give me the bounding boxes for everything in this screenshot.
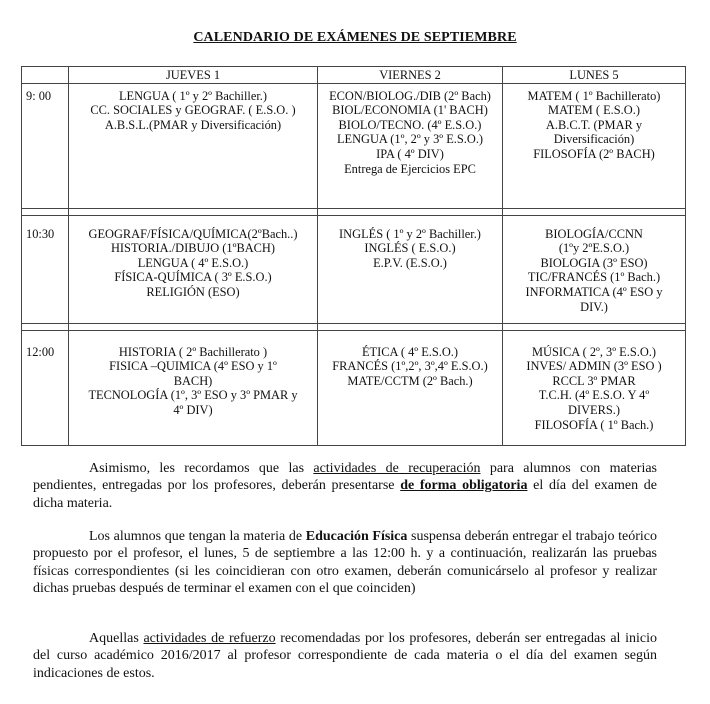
- p2-text: Los alumnos que tengan la materia de: [89, 529, 306, 544]
- p1-text: Asimismo, les recordamos que las: [89, 461, 314, 476]
- exam-entry: MATEM ( E.S.O.): [548, 103, 640, 118]
- exam-entry: GEOGRAF/FÍSICA/QUÍMICA(2ºBach..): [88, 226, 298, 241]
- exam-entry: BIOLOGÍA/CCNN: [545, 226, 643, 241]
- header-cell-time: [22, 67, 69, 84]
- row-separator: [22, 323, 686, 330]
- exam-cell: [503, 215, 686, 323]
- exam-entry: LENGUA (1º, 2º y 3º E.S.O.): [336, 132, 484, 147]
- exam-entry: Entrega de Ejercicios EPC: [344, 161, 476, 176]
- exam-cell: [318, 83, 503, 208]
- p1-text-2: para alumnos con materias pendientes, entregadas por los profesores, deberán presentarse: [33, 461, 657, 494]
- exam-cell: [318, 330, 503, 445]
- exam-entry: FRANCÉS (1º,2º, 3º,4º E.S.O.): [332, 359, 488, 374]
- exam-entry: ECON/BIOLOG./DIB (2º Bach): [329, 88, 491, 103]
- time-cell: 10:30: [22, 215, 69, 323]
- exam-cell: [69, 215, 318, 323]
- exam-cell: [503, 83, 686, 208]
- exam-entry: BIOLO/TECNO. (4º E.S.O.): [338, 117, 482, 132]
- paragraph-educacion-fisica: [33, 528, 657, 598]
- time-cell: 12:00: [22, 330, 69, 445]
- exam-entry: Diversificación): [553, 132, 635, 147]
- exam-entry: FISICA –QUIMICA (4º ESO y 1º: [109, 359, 277, 374]
- exam-entry: E.P.V. (E.S.O.): [373, 255, 447, 270]
- exam-entry: (1ºy 2ºE.S.O.): [558, 241, 630, 256]
- exam-entry: LENGUA ( 1º y 2º Bachiller.): [118, 88, 268, 103]
- row-separator: [22, 208, 686, 215]
- exam-entry: BIOL/ECONOMIA (1' BACH): [332, 103, 488, 118]
- exam-entry: INGLÉS ( 1º y 2º Bachiller.): [339, 226, 481, 241]
- exam-entry: TECNOLOGÍA (1º, 3º ESO y 3º PMAR y: [88, 388, 298, 403]
- p3-text-2: recomendadas por los profesores, deberán ser entregadas al inicio del curso académico 2016/2017 al profesor correspondiente de cada materia o el día del examen según indicaciones de estos.: [33, 631, 657, 681]
- exam-entry: FILOSOFÍA (2º BACH): [533, 146, 655, 161]
- exam-entry: DIV.): [580, 299, 608, 314]
- exam-entry: A.B.S.L.(PMAR y Diversificación): [104, 117, 282, 132]
- exam-entry: LENGUA ( 4º E.S.O.): [137, 255, 249, 270]
- exam-entry: CC. SOCIALES y GEOGRAF. ( E.S.O. ): [90, 103, 296, 118]
- title-text: CALENDARIO DE EXÁMENES DE SEPTIEMBRE: [193, 30, 517, 45]
- exam-entry: ÉTICA ( 4º E.S.O.): [361, 344, 459, 359]
- exam-entry: HISTORIA ( 2º Bachillerato ): [118, 344, 268, 359]
- p1-emphasis-obligatoria: de forma obligatoria: [400, 478, 528, 494]
- exam-entry: TIC/FRANCÉS (1º Bach.): [527, 270, 661, 285]
- table-row: [22, 330, 686, 445]
- p3-text: Aquellas: [89, 631, 144, 646]
- p1-link-recuperacion: actividades de recuperación: [313, 461, 481, 476]
- exam-entry: RCCL 3º PMAR: [552, 373, 636, 388]
- exam-entry: T.C.H. (4º E.S.O. Y 4º: [538, 388, 650, 403]
- exam-cell: [69, 83, 318, 208]
- exam-entry: MATE/CCTM (2º Bach.): [347, 373, 473, 388]
- paragraph-recuperacion: [33, 460, 657, 512]
- exam-entry: FÍSICA-QUÍMICA ( 3º E.S.O.): [114, 270, 272, 285]
- table-row: [22, 83, 686, 208]
- document-title: [0, 30, 710, 46]
- exam-entry: DIVERS.): [568, 402, 620, 417]
- time-cell: 9: 00: [22, 83, 69, 208]
- exam-schedule-table: [21, 66, 686, 446]
- header-cell-thursday: JUEVES 1: [69, 67, 318, 84]
- exam-cell: [318, 215, 503, 323]
- exam-entry: HISTORIA./DIBUJO (1ºBACH): [110, 241, 275, 256]
- exam-entry: INVES/ ADMIN (3º ESO ): [526, 359, 662, 374]
- exam-entry: BIOLOGIA (3º ESO): [540, 255, 648, 270]
- exam-entry: RELIGIÓN (ESO): [146, 284, 240, 299]
- exam-entry: MATEM ( 1º Bachillerato): [527, 88, 661, 103]
- exam-entry: 4º DIV): [173, 402, 213, 417]
- exam-cell: [503, 330, 686, 445]
- p3-link-refuerzo: actividades de refuerzo: [143, 631, 276, 646]
- exam-entry: A.B.C.T. (PMAR y: [545, 117, 643, 132]
- exam-entry: MÚSICA ( 2º, 3º E.S.O.): [531, 344, 657, 359]
- exam-entry: INFORMATICA (4º ESO y: [525, 284, 663, 299]
- exam-entry: FILOSOFÍA ( 1º Bach.): [534, 417, 654, 432]
- header-cell-monday: LUNES 5: [503, 67, 686, 84]
- table-header-row: [22, 67, 686, 84]
- paragraph-refuerzo: [33, 630, 657, 682]
- exam-entry: BACH): [173, 373, 213, 388]
- exam-entry: IPA ( 4º DIV): [376, 146, 444, 161]
- header-cell-friday: VIERNES 2: [318, 67, 503, 84]
- p2-text-2: suspensa deberán entregar el trabajo teórico propuesto por el profesor, el lunes, 5 de septiembre a las 12:00 h. y a continuación, realizarán las pruebas físicas correspondientes (si les coincidieran con otro examen, deberán comunicárselo al profesor y realizar dichas pruebas después de terminar el examen con el que coinciden): [33, 529, 657, 597]
- exam-cell: [69, 330, 318, 445]
- exam-entry: INGLÉS ( E.S.O.): [364, 241, 456, 256]
- p1-text-3: el día del examen de dicha materia.: [33, 478, 657, 511]
- p2-emphasis-subject: Educación Física: [305, 529, 408, 544]
- table-row: [22, 215, 686, 323]
